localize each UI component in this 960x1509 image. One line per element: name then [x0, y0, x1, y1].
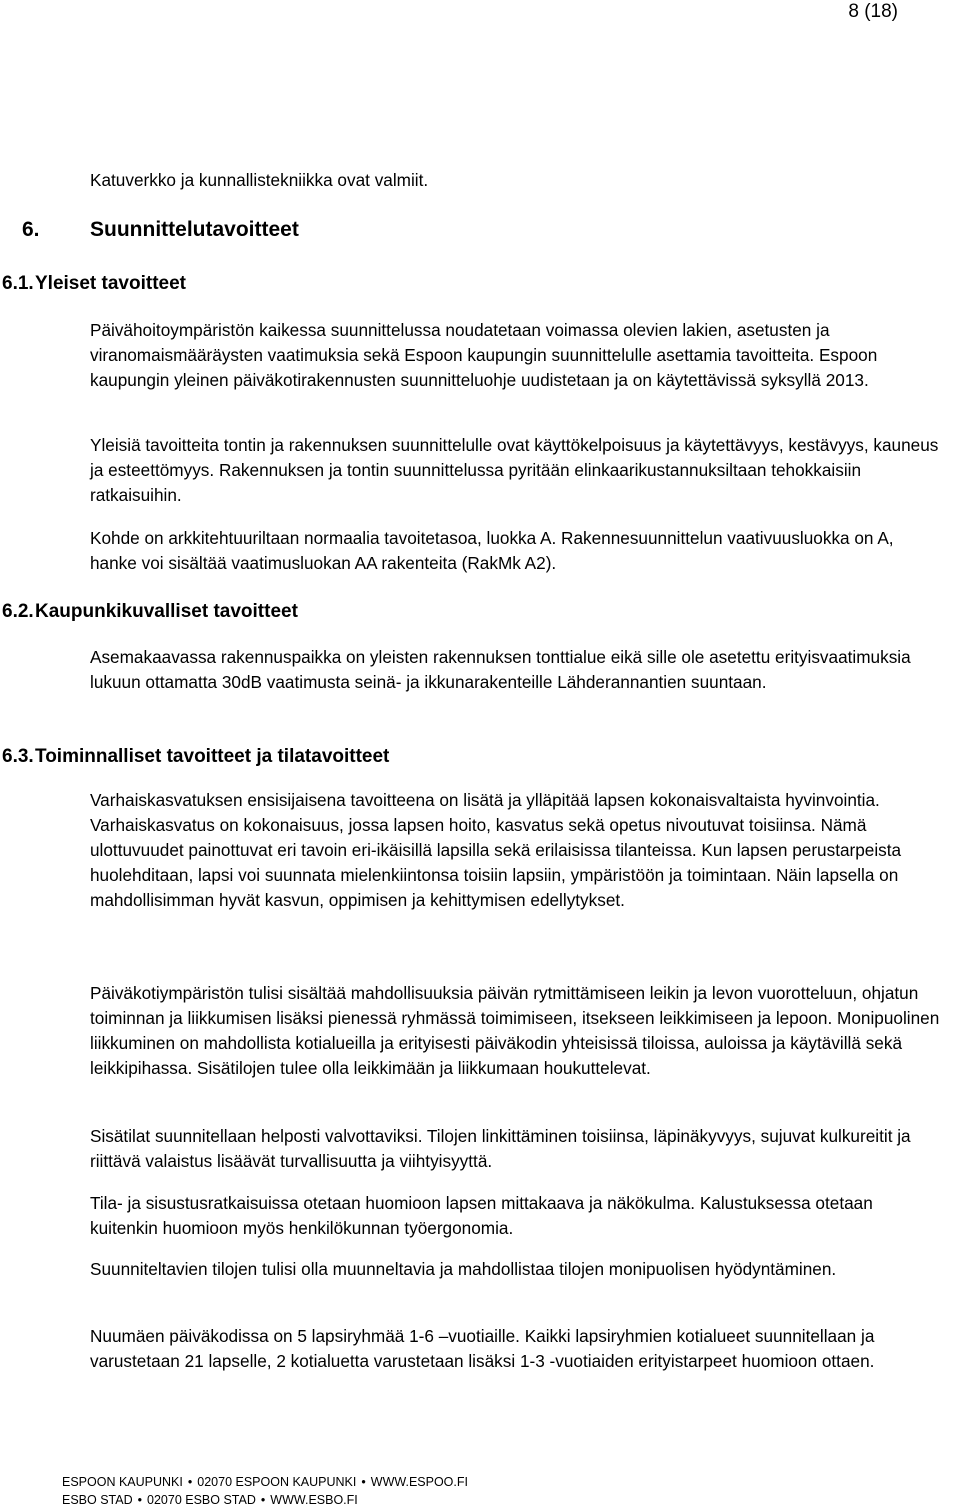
footer-separator: •	[361, 1475, 366, 1489]
section-6-3-paragraph-3: Sisätilat suunnitellaan helposti valvottaviksi. Tilojen linkittäminen toisiinsa, läpinäkyvyys, sujuvat kulkureitit ja riittävä valaistus lisäävät turvallisuutta ja viihtyisyyttä.	[90, 1126, 911, 1171]
intro-text: Katuverkko ja kunnallistekniikka ovat valmiit.	[90, 170, 429, 190]
section-6-heading	[22, 216, 299, 244]
footer-line-2	[62, 1492, 358, 1508]
footer-line-1	[62, 1474, 468, 1490]
footer-website-sv[interactable]: WWW.ESBO.FI	[270, 1493, 358, 1507]
section-6-2-title: Kaupunkikuvalliset tavoitteet	[35, 601, 298, 622]
section-6-3-number: 6.3.	[2, 746, 34, 767]
footer-org-fi: ESPOON KAUPUNKI	[62, 1475, 183, 1489]
section-6-1-number: 6.1.	[2, 273, 34, 294]
section-6-1-heading	[2, 271, 186, 297]
page-number: 8 (18)	[848, 1, 898, 22]
footer-address-fi: 02070 ESPOON KAUPUNKI	[197, 1475, 357, 1489]
section-6-title: Suunnittelutavoitteet	[90, 218, 299, 241]
section-6-3-paragraph-4: Tila- ja sisustusratkaisuissa otetaan huomioon lapsen mittakaava ja näkökulma. Kalustuksessa otetaan kuitenkin huomioon myös henkilökunnan työergonomia.	[90, 1193, 873, 1238]
footer-website-fi[interactable]: WWW.ESPOO.FI	[370, 1475, 468, 1489]
section-6-3-paragraph-1: Varhaiskasvatuksen ensisijaisena tavoitteena on lisätä ja ylläpitää lapsen kokonaisvaltaista hyvinvointia. Varhaiskasvatus on kokonaisuus, jossa lapsen hoito, kasvatus sekä opetus nivoutuvat toisiinsa. Nämä ulottuvuudet painottuvat eri tavoin eri-ikäisillä lapsilla sekä erilaisissa tilanteissa. Kun lapsen perustarpeista huolehditaan, lapsi voi suunnata mielenkiintonsa toisiin lapsiin, ympäristöön ja toimintaan. Näin lapsella on mahdollisimman hyvät kasvun, oppimisen ja kehittymisen edellytykset.	[90, 790, 902, 910]
section-6-2-number: 6.2.	[2, 601, 34, 622]
section-6-1-title: Yleiset tavoitteet	[35, 273, 186, 294]
section-6-1-paragraph-2: Yleisiä tavoitteita tontin ja rakennuksen suunnittelulle ovat käyttökelpoisuus ja käytettävyys, kestävyys, kauneus ja esteettömyys. Rakennuksen ja tontin suunnittelussa pyritään elinkaarikustannuksiltaan tehokkaisiin ratkaisuihin.	[90, 435, 939, 505]
section-6-number: 6.	[22, 218, 40, 241]
section-6-3-title: Toiminnalliset tavoitteet ja tilatavoitteet	[35, 746, 390, 767]
section-6-1-paragraph-3: Kohde on arkkitehtuuriltaan normaalia tavoitetasoa, luokka A. Rakennesuunnittelun vaativuusluokka on A, hanke voi sisältää vaatimusluokan AA rakenteita (RakMk A2).	[90, 528, 894, 573]
footer-separator: •	[260, 1493, 266, 1507]
section-6-1-paragraph-1: Päivähoitoympäristön kaikessa suunnittelussa noudatetaan voimassa olevien lakien, asetusten ja viranomaismääräysten vaatimuksia sekä Espoon kaupungin suunnittelulle asettamia tavoitteita. Espoon kaupungin yleinen päiväkotirakennusten suunnitteluohje uudistetaan ja on käytettävissä syksyllä 2013.	[90, 320, 878, 390]
section-6-2-paragraph-1: Asemakaavassa rakennuspaikka on yleisten rakennuksen tonttialue eikä sille ole asetettu erityisvaatimuksia lukuun ottamatta 30dB vaatimusta seinä- ja ikkunarakenteille Lähderannantien suuntaan.	[90, 647, 911, 692]
section-6-2-heading	[2, 599, 298, 625]
footer-address-sv: 02070 ESBO STAD	[147, 1493, 256, 1507]
footer-separator: •	[187, 1475, 193, 1489]
footer-separator: •	[137, 1493, 143, 1507]
section-6-3-heading	[2, 744, 389, 770]
section-6-3-paragraph-2: Päiväkotiympäristön tulisi sisältää mahdollisuuksia päivän rytmittämiseen leikin ja levon vuorotteluun, ohjatun toiminnan ja liikkumisen lisäksi pienessä ryhmässä toimimiseen, itsekseen leikkimiseen ja lepoon. Monipuolinen liikkuminen on mahdollista kotialueilla ja erityisesti päiväkodin yhteisissä tiloissa, auloissa ja käytävillä sekä leikkipihassa. Sisätilojen tulee olla leikkimään ja liikkumaan houkuttelevat.	[90, 983, 940, 1078]
footer-org-sv: ESBO STAD	[62, 1493, 133, 1507]
section-6-3-paragraph-6: Nuumäen päiväkodissa on 5 lapsiryhmää 1-6 –vuotiaille. Kaikki lapsiryhmien kotialueet suunnitellaan ja varustetaan 21 lapselle, 2 kotialuetta varustetaan lisäksi 1-3 -vuotiaiden erityistarpeet huomioon ottaen.	[90, 1326, 875, 1371]
section-6-3-paragraph-5: Suunniteltavien tilojen tulisi olla muunneltavia ja mahdollistaa tilojen monipuolisen hyödyntäminen.	[90, 1259, 837, 1279]
